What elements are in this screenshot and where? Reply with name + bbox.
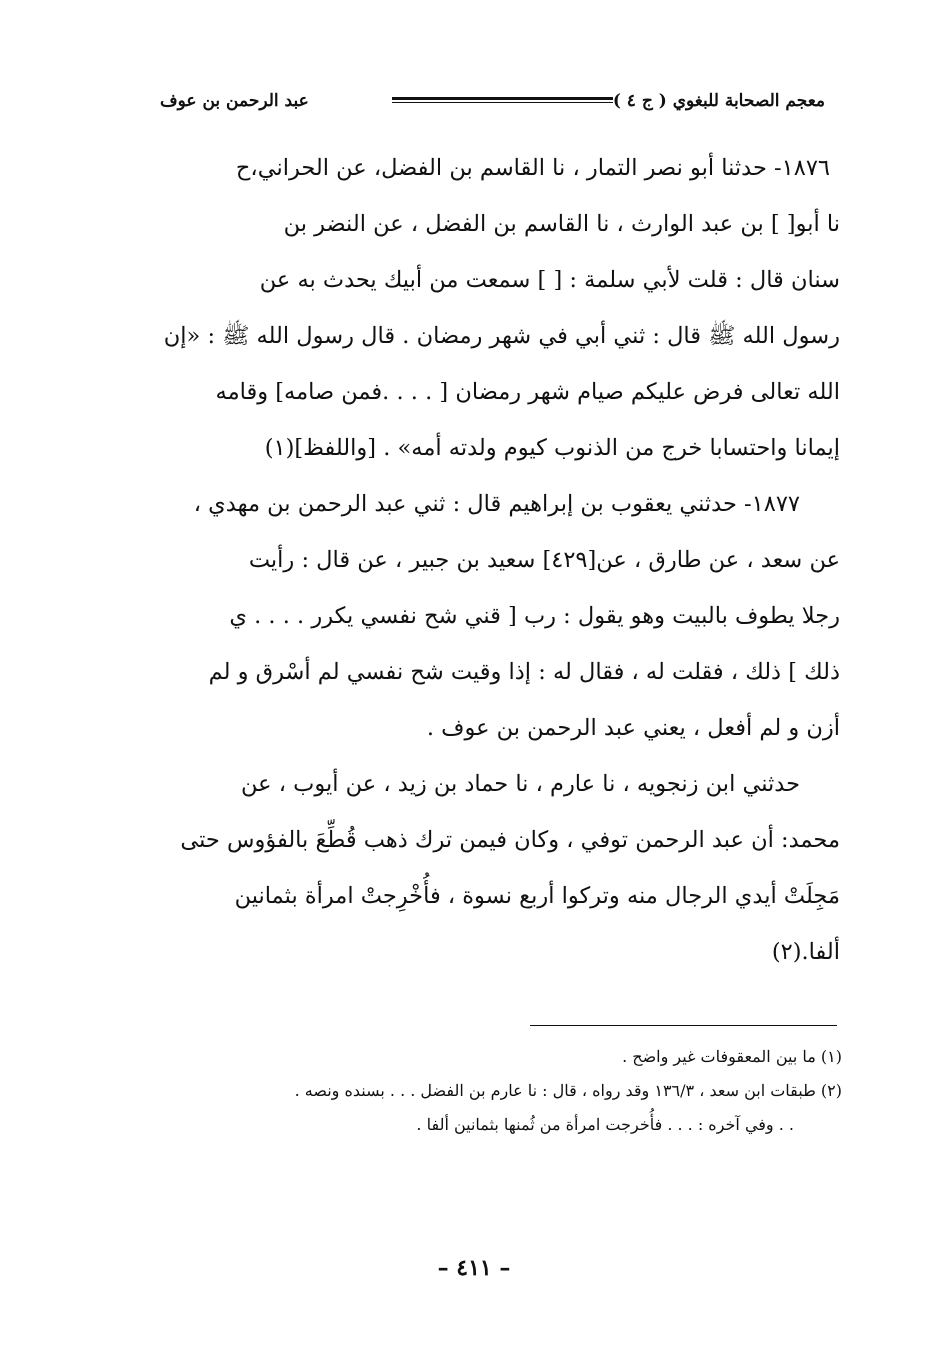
text-line: رسول الله ﷺ قال : ثني أبي في شهر رمضان . قال رسول الله ﷺ : «إن — [163, 323, 840, 349]
running-header — [160, 84, 825, 118]
footnote-separator — [530, 1025, 837, 1026]
footnote-2-continued: . . وفي آخره : . . . فأُخرجت امرأة من ثُمنها بثمانين ألفا . — [416, 1115, 794, 1134]
text-line: مَجِلَتْ أيدي الرجال منه وتركوا أربع نسوة ، فأُخْرِجتْ امرأة بثمانين — [234, 883, 840, 909]
text-line: سنان قال : قلت لأبي سلمة : [ ] سمعت من أبيك يحدث به عن — [259, 267, 840, 293]
text-line: أزن و لم أفعل ، يعني عبد الرحمن بن عوف . — [426, 715, 840, 741]
text-line: ذلك ] ذلك ، فقلت له ، فقال له : إذا وقيت شح نفسي لم أسْرق و لم — [208, 659, 840, 685]
footnote-1: (١) ما بين المعقوفات غير واضح . — [622, 1047, 842, 1066]
text-line: نا أبو[ ] بن عبد الوارث ، نا القاسم بن الفضل ، عن النضر بن — [283, 211, 840, 237]
text-line: الله تعالى فرض عليكم صيام شهر رمضان [ . . . .فمن صامه] وقامه — [215, 379, 840, 405]
page-number: – ٤١١ – — [437, 1255, 511, 1281]
header-section-title: عبد الرحمن بن عوف — [160, 91, 309, 111]
main-text — [150, 140, 840, 980]
text-line: ١٨٧٦- حدثنا أبو نصر التمار ، نا القاسم بن الفضل، عن الحراني،ح — [235, 155, 830, 181]
footnote-2: (٢) طبقات ابن سعد ، ١٣٦/٣ وقد رواه ، قال : نا عارم بن الفضل . . . بسنده ونصه . — [294, 1081, 842, 1100]
text-line: ١٨٧٧- حدثني يعقوب بن إبراهيم قال : ثني عبد الرحمن بن مهدي ، — [193, 491, 800, 517]
text-line: ألفا.(٢) — [771, 939, 840, 965]
text-line: رجلا يطوف بالبيت وهو يقول : رب [ قني شح نفسي يكرر . . . . ي — [229, 603, 840, 629]
text-line: محمد: أن عبد الرحمن توفي ، وكان فيمن ترك ذهب قُطِّعَ بالفؤوس حتى — [180, 827, 840, 853]
text-line: إيمانا واحتسابا خرج من الذنوب كيوم ولدته أمه» . [واللفظ](١) — [264, 435, 840, 461]
text-line: عن سعد ، عن طارق ، عن[٤٢٩] سعيد بن جبير ، عن قال : رأيت — [248, 547, 840, 573]
text-line: حدثني ابن زنجويه ، نا عارم ، نا حماد بن زيد ، عن أيوب ، عن — [241, 771, 800, 797]
footnotes — [110, 1040, 842, 1142]
header-book-title: معجم الصحابة للبغوي ( ج ٤ ) — [612, 91, 825, 111]
